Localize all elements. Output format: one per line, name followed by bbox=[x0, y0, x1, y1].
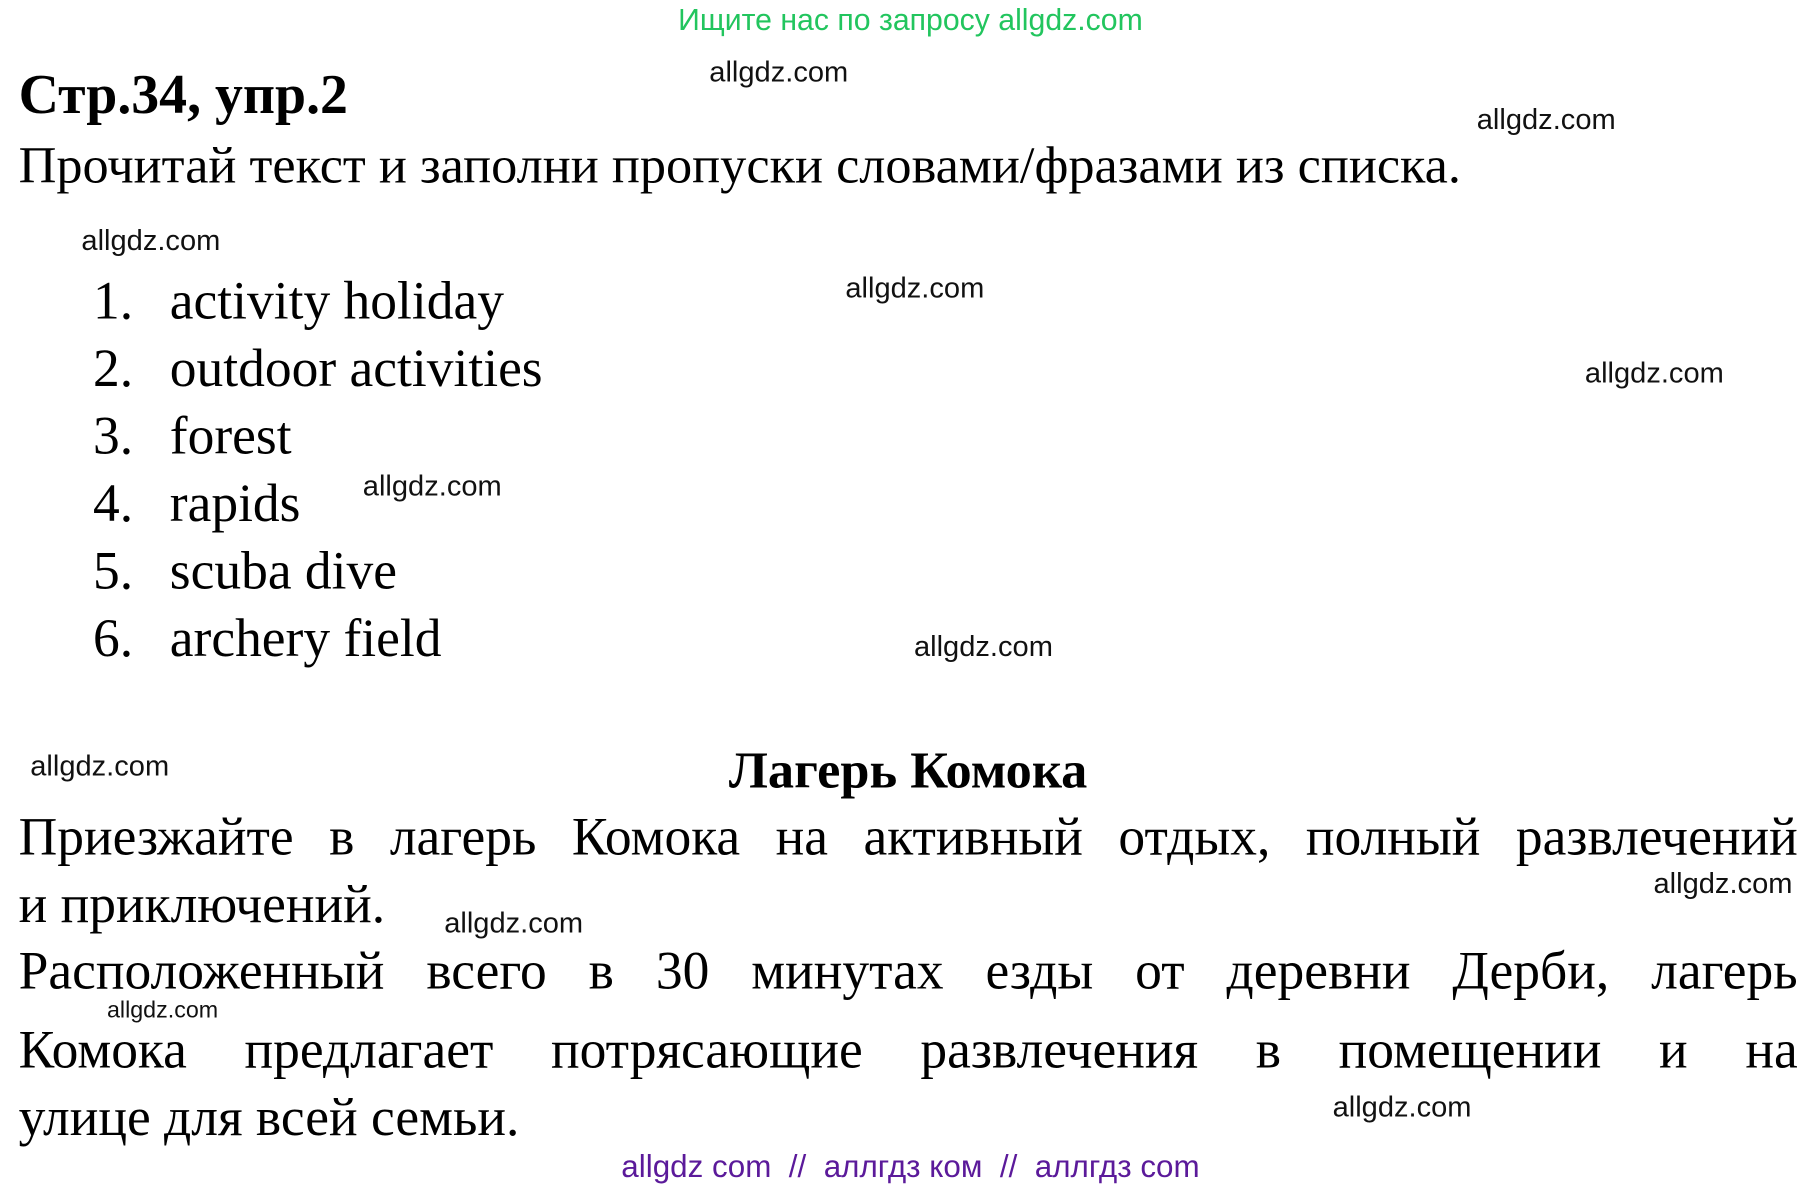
list-number: 4. bbox=[93, 473, 134, 533]
footer-watermark: allgdz com // аллгдз ком // аллгдз com bbox=[621, 1148, 1200, 1184]
list-number: 1. bbox=[93, 270, 134, 331]
watermark: allgdz.com bbox=[845, 272, 985, 305]
watermark: allgdz.com bbox=[1332, 1090, 1472, 1124]
watermark: allgdz.com bbox=[1653, 867, 1793, 901]
list-item bbox=[93, 405, 292, 466]
list-text: forest bbox=[169, 405, 292, 466]
list-item bbox=[93, 608, 442, 668]
watermark: allgdz.com bbox=[81, 224, 221, 258]
list-item bbox=[93, 270, 505, 331]
text-line: Расположенный всего в 30 минутах езды от деревни Дерби, лагерь bbox=[18, 940, 1798, 1001]
list-text: archery field bbox=[169, 608, 442, 668]
watermark: allgdz.com bbox=[709, 55, 849, 89]
watermark: allgdz.com bbox=[30, 750, 170, 783]
list-text: rapids bbox=[169, 473, 301, 533]
text-line: улице для всей семьи. bbox=[18, 1087, 520, 1147]
watermark: allgdz.com bbox=[106, 997, 219, 1024]
watermark: allgdz.com bbox=[1476, 103, 1616, 137]
watermark: allgdz.com bbox=[444, 907, 584, 940]
list-text: activity holiday bbox=[169, 270, 505, 331]
list-text: scuba dive bbox=[169, 540, 398, 601]
list-item bbox=[93, 540, 398, 601]
text-line: и приключений. bbox=[18, 874, 386, 934]
instruction: Прочитай текст и заполни пропуски словами/фразами из списка. bbox=[18, 136, 1462, 195]
watermark: allgdz.com bbox=[1584, 357, 1724, 390]
text-line: Приезжайте в лагерь Комока на активный отдых, полный развлечений bbox=[18, 807, 1798, 867]
text-line: Комока предлагает потрясающие развлечения в помещении и на bbox=[18, 1019, 1798, 1080]
watermark: allgdz.com bbox=[362, 469, 502, 503]
page-title: Стр.34, упр.2 bbox=[18, 63, 348, 126]
list-number: 5. bbox=[93, 540, 134, 601]
list-number: 2. bbox=[93, 338, 134, 398]
list-number: 6. bbox=[93, 608, 134, 668]
list-text: outdoor activities bbox=[169, 338, 543, 398]
list-item bbox=[93, 473, 301, 533]
list-number: 3. bbox=[93, 405, 134, 466]
watermark: allgdz.com bbox=[913, 630, 1053, 663]
search-banner: Ищите нас по запросу allgdz.com bbox=[678, 2, 1143, 38]
list-item bbox=[93, 338, 543, 398]
text-title: Лагерь Комока bbox=[728, 740, 1088, 799]
